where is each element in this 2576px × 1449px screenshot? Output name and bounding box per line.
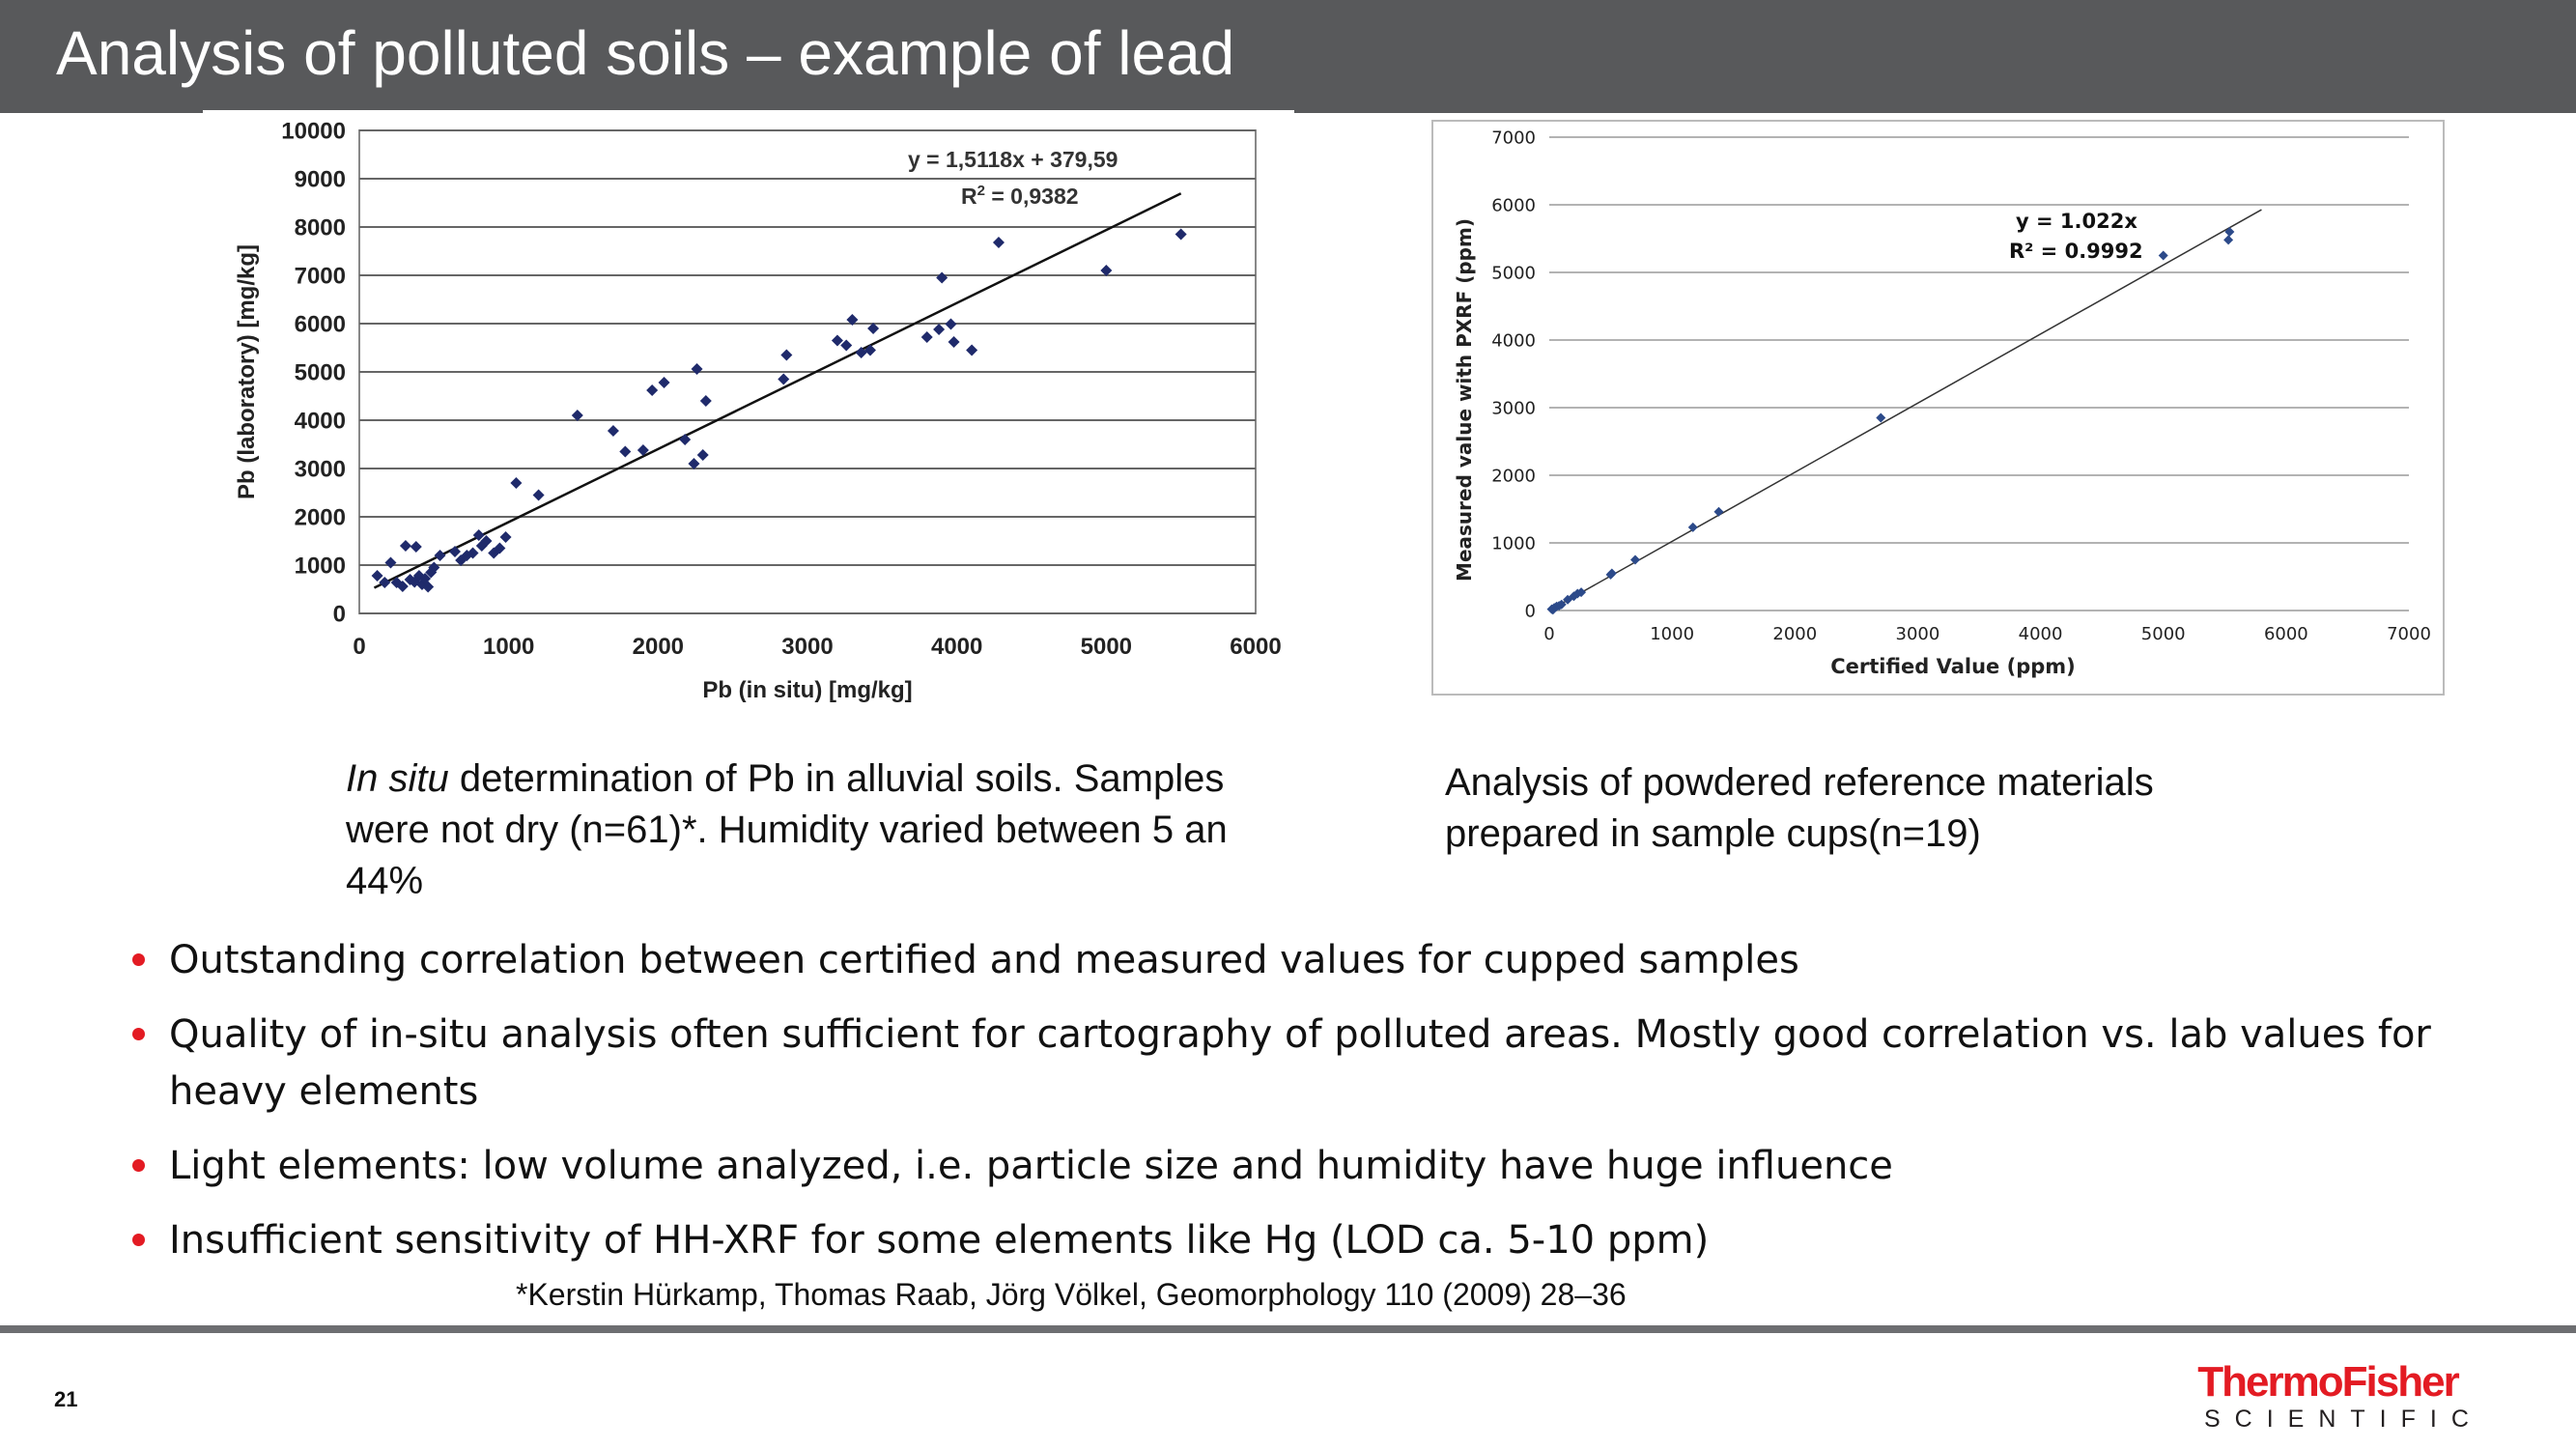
chart2-x-tick-label: 1000 bbox=[1650, 624, 1695, 644]
chart2-x-tick-label: 4000 bbox=[2018, 624, 2063, 644]
right-caption: Analysis of powdered reference materials prepared in sample cups(n=19) bbox=[1445, 761, 2154, 855]
bullet-text: Insufficient sensitivity of HH-XRF for some elements like Hg (LOD ca. 5-10 ppm) bbox=[169, 1218, 1710, 1263]
bullet-text: Light elements: low volume analyzed, i.e. particle size and humidity have huge influence bbox=[169, 1144, 1893, 1188]
bullet-item bbox=[130, 1007, 2516, 1121]
chart2-r2: R² = 0.9992 bbox=[2009, 240, 2143, 263]
chart2-y-tick-label: 0 bbox=[1524, 601, 1536, 622]
logo-wordmark: ThermoFisher bbox=[2197, 1358, 2458, 1406]
chart1-y-tick-label: 5000 bbox=[294, 359, 346, 386]
chart1-y-tick-label: 2000 bbox=[294, 504, 346, 531]
chart2-x-tick-label: 7000 bbox=[2387, 624, 2431, 644]
chart2-x-tick-label: 2000 bbox=[1772, 624, 1818, 644]
chart2-y-tick-label: 1000 bbox=[1491, 533, 1536, 554]
bullet-dot-icon bbox=[132, 1159, 145, 1172]
chart1-x-axis-label: Pb (in situ) [mg/kg] bbox=[702, 677, 913, 703]
chart2-equation: y = 1.022x bbox=[2016, 210, 2137, 233]
chart1-x-tick-label: 0 bbox=[353, 634, 366, 660]
chart1-y-tick-label: 8000 bbox=[294, 214, 346, 242]
chart1-x-ticks bbox=[353, 634, 1281, 660]
chart2-x-tick-label: 0 bbox=[1543, 624, 1555, 644]
bullet-list bbox=[130, 932, 2516, 1287]
slide-title: Analysis of polluted soils – example of lead bbox=[56, 18, 1235, 88]
chart1-y-tick-label: 6000 bbox=[294, 311, 346, 338]
bullet-item bbox=[130, 932, 2516, 989]
reference-citation: *Kerstin Hürkamp, Thomas Raab, Jörg Völkel, Geomorphology 110 (2009) 28–36 bbox=[516, 1277, 1627, 1312]
chart1-y-axis-label: Pb (laboratory) [mg/kg] bbox=[234, 243, 260, 500]
chart2-x-tick-label: 5000 bbox=[2140, 624, 2186, 644]
chart2-y-axis-label: Measured value with PXRF (ppm) bbox=[1453, 218, 1476, 582]
bullet-dot-icon bbox=[132, 1234, 145, 1246]
chart1-x-tick-label: 4000 bbox=[930, 634, 983, 660]
chart2-y-tick-label: 2000 bbox=[1491, 466, 1536, 487]
chart2-y-tick-label: 4000 bbox=[1491, 330, 1536, 352]
insitu-scatter-chart bbox=[193, 116, 1314, 715]
reference-materials-chart bbox=[1431, 120, 2446, 697]
chart2-y-tick-label: 5000 bbox=[1491, 263, 1536, 284]
chart2-y-tick-label: 7000 bbox=[1491, 128, 1536, 149]
chart1-x-tick-label: 3000 bbox=[781, 634, 834, 660]
chart2-y-tick-label: 6000 bbox=[1491, 195, 1536, 216]
bullet-dot-icon bbox=[132, 1028, 145, 1040]
chart1-x-tick-label: 6000 bbox=[1230, 634, 1282, 660]
chart1-r2: $R^2 = 0,9382$ bbox=[961, 183, 1079, 209]
chart2-x-tick-label: 3000 bbox=[1895, 624, 1940, 644]
chart2-y-tick-label: 3000 bbox=[1491, 398, 1536, 419]
title-bar bbox=[0, 0, 2576, 113]
left-caption-italic: In situ bbox=[346, 757, 449, 800]
chart1-y-tick-label: 0 bbox=[332, 601, 346, 628]
chart1-x-tick-label: 1000 bbox=[482, 634, 535, 660]
title-underline bbox=[203, 110, 1294, 114]
chart1-y-ticks bbox=[281, 118, 346, 627]
chart1-x-tick-label: 2000 bbox=[632, 634, 685, 660]
bullet-dot-icon bbox=[132, 953, 145, 966]
bullet-item bbox=[130, 1212, 2516, 1269]
bullet-text: Outstanding correlation between certified and measured values for cupped samples bbox=[169, 938, 1799, 982]
chart1-y-tick-label: 1000 bbox=[294, 553, 346, 580]
chart1-x-tick-label: 5000 bbox=[1080, 634, 1133, 660]
thermo-fisher-logo bbox=[2193, 1358, 2483, 1434]
chart2-x-tick-label: 6000 bbox=[2263, 624, 2308, 644]
left-caption-text: determination of Pb in alluvial soils. Samples were not dry (n=61)*. Humidity varied between 5 an 44% bbox=[346, 757, 1228, 902]
bullet-text: Quality of in-situ analysis often sufficient for cartography of polluted areas. Mostly good correlation vs. lab values for heavy elements bbox=[169, 1012, 2431, 1114]
chart1-y-tick-label: 3000 bbox=[294, 456, 346, 483]
chart1-y-tick-label: 9000 bbox=[294, 166, 346, 193]
page-number: 21 bbox=[54, 1387, 78, 1411]
chart1-y-tick-label: 10000 bbox=[281, 118, 346, 145]
footer-divider bbox=[0, 1325, 2576, 1333]
logo-subtitle: SCIENTIFIC bbox=[2204, 1406, 2483, 1433]
bullet-item bbox=[130, 1138, 2516, 1195]
chart1-y-tick-label: 7000 bbox=[294, 263, 346, 290]
chart1-y-tick-label: 4000 bbox=[294, 408, 346, 435]
left-caption bbox=[346, 753, 1292, 907]
chart2-x-axis-label: Certified Value (ppm) bbox=[1830, 655, 2076, 678]
chart1-equation: y = 1,5118x + 379,59 bbox=[908, 147, 1118, 172]
